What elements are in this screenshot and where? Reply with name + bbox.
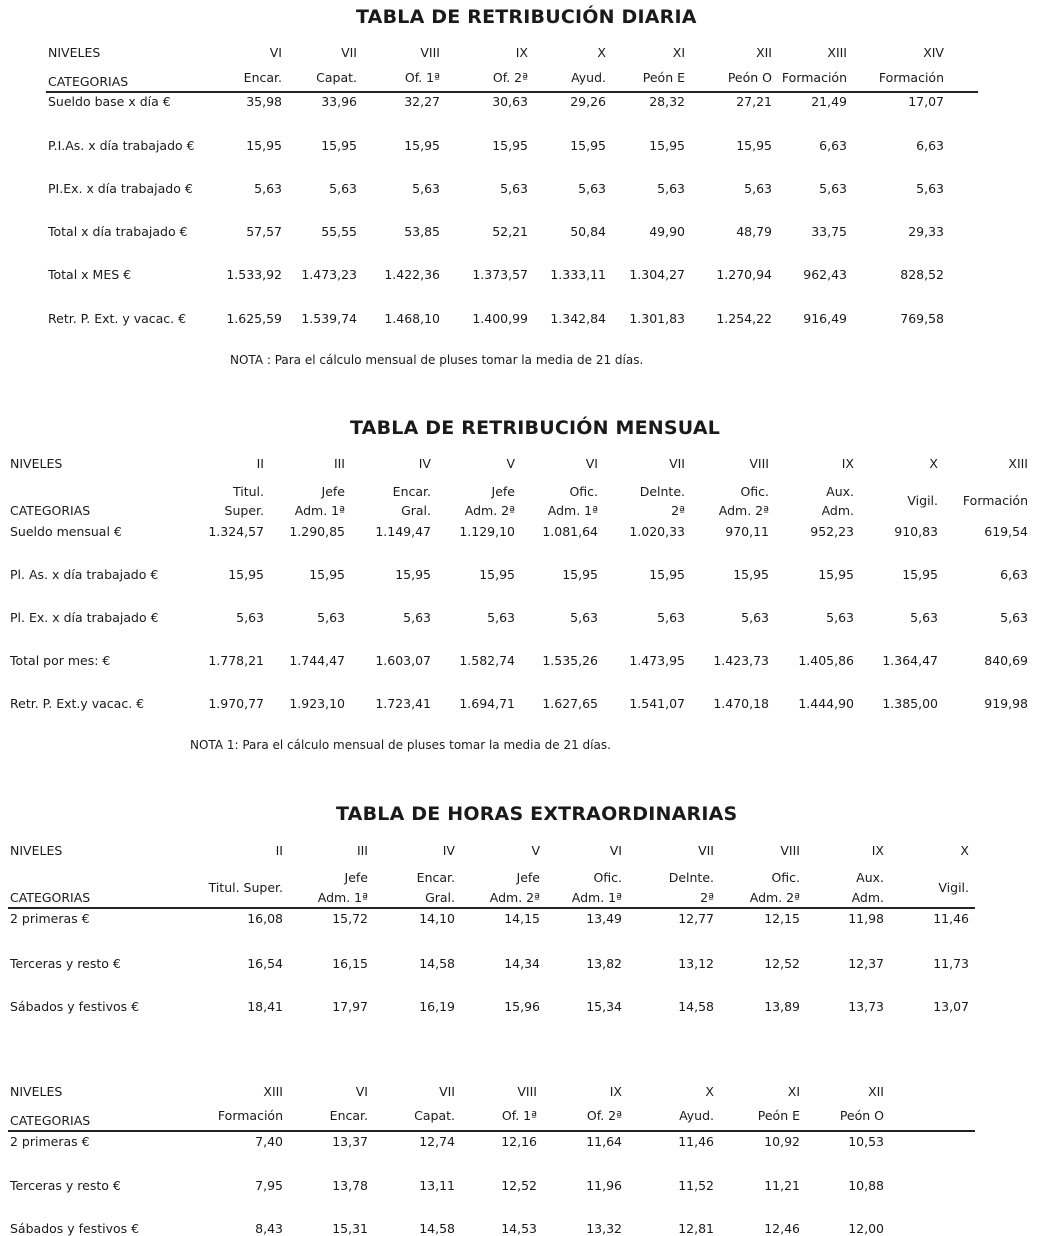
level-header: VII [439, 1084, 455, 1099]
category-header: Vigil. [907, 493, 938, 508]
table-cell: 15,95 [649, 138, 685, 153]
overtime-header-rule [8, 907, 975, 909]
level-header: VI [585, 456, 598, 471]
table-cell: 619,54 [984, 524, 1028, 539]
table-cell: 52,21 [492, 224, 528, 239]
category-header: Aux. [826, 484, 854, 499]
table-cell: 1.778,21 [208, 653, 264, 668]
overtime2-niveles-label: NIVELES [10, 1084, 63, 1099]
category-header: 2ª [700, 890, 714, 905]
monthly-categorias-label: CATEGORIAS [10, 503, 91, 518]
table-cell: 5,63 [819, 181, 847, 196]
table-cell: 11,73 [933, 956, 969, 971]
category-header: Gral. [425, 890, 455, 905]
row-label: Sueldo mensual € [10, 524, 122, 539]
row-label: Total x MES € [48, 267, 132, 282]
table-cell: 10,88 [848, 1178, 884, 1193]
table-cell: 15,95 [404, 138, 440, 153]
table-cell: 6,63 [916, 138, 944, 153]
category-header: Adm. 1ª [294, 503, 345, 518]
table-cell: 13,78 [332, 1178, 368, 1193]
category-header: 2ª [671, 503, 685, 518]
category-header: Delnte. [668, 870, 714, 885]
table-cell: 12,77 [678, 911, 714, 926]
monthly-niveles-label: NIVELES [10, 456, 63, 471]
table-cell: 1.301,83 [629, 311, 685, 326]
category-header: Adm. 2ª [464, 503, 515, 518]
table-cell: 7,95 [255, 1178, 283, 1193]
row-label: Retr. P. Ext. y vacac. € [48, 311, 187, 326]
table-cell: 11,64 [586, 1134, 622, 1149]
table-cell: 1.290,85 [289, 524, 345, 539]
table-cell: 30,63 [492, 94, 528, 109]
table-cell: 6,63 [1000, 567, 1028, 582]
row-label: Sábados y festivos € [10, 1221, 140, 1236]
table-cell: 13,07 [933, 999, 969, 1014]
table-cell: 5,63 [657, 610, 685, 625]
level-header: VI [355, 1084, 368, 1099]
category-header: Formación [878, 70, 944, 85]
daily-note: NOTA : Para el cálculo mensual de pluses tomar la media de 21 días. [230, 353, 644, 367]
table-cell: 15,95 [570, 138, 606, 153]
level-header: VII [698, 843, 714, 858]
level-header: VIII [517, 1084, 537, 1099]
table-cell: 8,43 [255, 1221, 283, 1236]
level-header: II [275, 843, 283, 858]
table-cell: 5,63 [744, 181, 772, 196]
level-header: XIII [1008, 456, 1028, 471]
table-cell: 13,73 [848, 999, 884, 1014]
category-header: Formación [781, 70, 847, 85]
table-cell: 12,81 [678, 1221, 714, 1236]
level-header: II [256, 456, 264, 471]
table-cell: 12,00 [848, 1221, 884, 1236]
table-cell: 1.254,22 [716, 311, 772, 326]
category-header: Peón O [727, 70, 772, 85]
overtime-categorias-label: CATEGORIAS [10, 890, 91, 905]
category-header: Titul. Super. [208, 880, 283, 895]
level-header: VI [609, 843, 622, 858]
table-cell: 12,52 [764, 956, 800, 971]
category-header: Of. 1ª [404, 70, 440, 85]
category-header: Delnte. [639, 484, 685, 499]
table-cell: 1.324,57 [208, 524, 264, 539]
table-cell: 49,90 [649, 224, 685, 239]
category-header: Encar. [392, 484, 431, 499]
table-cell: 5,63 [910, 610, 938, 625]
level-header: X [960, 843, 969, 858]
table-cell: 17,97 [332, 999, 368, 1014]
table-cell: 5,63 [741, 610, 769, 625]
table-cell: 13,82 [586, 956, 622, 971]
table-cell: 14,15 [504, 911, 540, 926]
row-label: 2 primeras € [10, 911, 90, 926]
table-cell: 13,11 [419, 1178, 455, 1193]
table-cell: 15,95 [395, 567, 431, 582]
table-cell: 57,57 [246, 224, 282, 239]
table-cell: 5,63 [412, 181, 440, 196]
overtime-title: TABLA DE HORAS EXTRAORDINARIAS [336, 803, 738, 825]
table-cell: 15,95 [246, 138, 282, 153]
table-cell: 1.373,57 [472, 267, 528, 282]
table-cell: 1.539,74 [301, 311, 357, 326]
category-header: Formación [962, 493, 1028, 508]
table-cell: 1.603,07 [375, 653, 431, 668]
level-header: III [356, 843, 368, 858]
table-cell: 12,52 [501, 1178, 537, 1193]
table-cell: 5,63 [570, 610, 598, 625]
row-label: Pl. Ex. x día trabajado € [10, 610, 159, 625]
table-cell: 14,10 [419, 911, 455, 926]
table-cell: 13,37 [332, 1134, 368, 1149]
category-header: Jefe [516, 870, 540, 885]
table-cell: 5,63 [254, 181, 282, 196]
table-cell: 910,83 [894, 524, 938, 539]
category-header: Ayud. [571, 70, 606, 85]
table-cell: 919,98 [984, 696, 1028, 711]
row-label: Terceras y resto € [10, 1178, 121, 1193]
table-cell: 15,95 [321, 138, 357, 153]
table-cell: 970,11 [725, 524, 769, 539]
table-cell: 5,63 [487, 610, 515, 625]
table-cell: 14,34 [504, 956, 540, 971]
table-cell: 29,33 [908, 224, 944, 239]
table-cell: 1.625,59 [226, 311, 282, 326]
daily-header-rule [46, 91, 978, 93]
category-header: Encar. [329, 1108, 368, 1123]
table-cell: 5,63 [317, 610, 345, 625]
category-header: Of. 1ª [501, 1108, 537, 1123]
category-header: Of. 2ª [492, 70, 528, 85]
category-header: Adm. 2ª [489, 890, 540, 905]
table-cell: 1.533,92 [226, 267, 282, 282]
table-cell: 1.627,65 [542, 696, 598, 711]
category-header: Ayud. [679, 1108, 714, 1123]
table-cell: 7,40 [255, 1134, 283, 1149]
table-cell: 50,84 [570, 224, 606, 239]
table-cell: 5,63 [1000, 610, 1028, 625]
table-cell: 15,72 [332, 911, 368, 926]
level-header: VII [669, 456, 685, 471]
category-header: Adm. 1ª [571, 890, 622, 905]
category-header: Ofic. [740, 484, 769, 499]
table-cell: 16,19 [419, 999, 455, 1014]
table-cell: 1.473,23 [301, 267, 357, 282]
table-cell: 1.423,73 [713, 653, 769, 668]
table-cell: 16,08 [247, 911, 283, 926]
level-header: IX [841, 456, 854, 471]
table-cell: 15,34 [586, 999, 622, 1014]
overtime2-categorias-label: CATEGORIAS [10, 1113, 91, 1128]
table-cell: 12,15 [764, 911, 800, 926]
table-cell: 1.270,94 [716, 267, 772, 282]
category-header: Capat. [316, 70, 357, 85]
category-header: Aux. [856, 870, 884, 885]
level-header: XII [868, 1084, 884, 1099]
level-header: X [705, 1084, 714, 1099]
table-cell: 29,26 [570, 94, 606, 109]
table-cell: 916,49 [803, 311, 847, 326]
table-cell: 15,95 [649, 567, 685, 582]
table-cell: 1.342,84 [550, 311, 606, 326]
table-cell: 15,31 [332, 1221, 368, 1236]
category-header: Titul. [233, 484, 264, 499]
row-label: 2 primeras € [10, 1134, 90, 1149]
row-label: Sueldo base x día € [48, 94, 171, 109]
table-cell: 33,75 [811, 224, 847, 239]
category-header: Of. 2ª [586, 1108, 622, 1123]
category-header: Adm. 2ª [749, 890, 800, 905]
table-cell: 32,27 [404, 94, 440, 109]
table-cell: 1.541,07 [629, 696, 685, 711]
table-cell: 15,95 [228, 567, 264, 582]
row-label: Total por mes: € [10, 653, 111, 668]
table-cell: 13,89 [764, 999, 800, 1014]
category-header: Jefe [344, 870, 368, 885]
table-cell: 1.744,47 [289, 653, 345, 668]
table-cell: 15,96 [504, 999, 540, 1014]
category-header: Capat. [414, 1108, 455, 1123]
table-cell: 11,46 [678, 1134, 714, 1149]
category-header: Peón E [757, 1108, 800, 1123]
table-cell: 1.473,95 [629, 653, 685, 668]
daily-title: TABLA DE RETRIBUCIÓN DIARIA [356, 6, 697, 28]
category-header: Peón O [839, 1108, 884, 1123]
table-cell: 10,92 [764, 1134, 800, 1149]
table-cell: 1.470,18 [713, 696, 769, 711]
row-label: P.I.As. x día trabajado € [48, 138, 195, 153]
category-header: Adm. 1ª [547, 503, 598, 518]
row-label: Pl. As. x día trabajado € [10, 567, 159, 582]
table-cell: 1.149,47 [375, 524, 431, 539]
table-cell: 11,21 [764, 1178, 800, 1193]
monthly-title: TABLA DE RETRIBUCIÓN MENSUAL [350, 417, 721, 439]
level-header: VI [269, 45, 282, 60]
category-header: Peón E [642, 70, 685, 85]
table-cell: 1.405,86 [798, 653, 854, 668]
table-cell: 828,52 [900, 267, 944, 282]
category-header: Super. [224, 503, 264, 518]
daily-niveles-label: NIVELES [48, 45, 101, 60]
table-cell: 1.364,47 [882, 653, 938, 668]
table-cell: 5,63 [329, 181, 357, 196]
table-cell: 1.385,00 [882, 696, 938, 711]
table-cell: 952,23 [810, 524, 854, 539]
table-cell: 14,58 [419, 1221, 455, 1236]
table-cell: 6,63 [819, 138, 847, 153]
table-cell: 15,95 [479, 567, 515, 582]
level-header: IX [609, 1084, 622, 1099]
category-header: Adm. 2ª [718, 503, 769, 518]
table-cell: 1.923,10 [289, 696, 345, 711]
category-header: Gral. [401, 503, 431, 518]
table-cell: 1.444,90 [798, 696, 854, 711]
category-header: Adm. [821, 503, 854, 518]
table-cell: 1.129,10 [459, 524, 515, 539]
table-cell: 14,58 [678, 999, 714, 1014]
table-cell: 1.694,71 [459, 696, 515, 711]
table-cell: 1.468,10 [384, 311, 440, 326]
table-cell: 1.333,11 [550, 267, 606, 282]
table-cell: 769,58 [900, 311, 944, 326]
table-cell: 5,63 [403, 610, 431, 625]
category-header: Jefe [321, 484, 345, 499]
table-cell: 13,49 [586, 911, 622, 926]
category-header: Encar. [416, 870, 455, 885]
table-cell: 1.081,64 [542, 524, 598, 539]
monthly-note: NOTA 1: Para el cálculo mensual de pluses tomar la media de 21 días. [190, 738, 611, 752]
category-header: Adm. [851, 890, 884, 905]
table-cell: 1.400,99 [472, 311, 528, 326]
table-cell: 1.535,26 [542, 653, 598, 668]
table-cell: 5,63 [578, 181, 606, 196]
category-header: Encar. [243, 70, 282, 85]
table-cell: 55,55 [321, 224, 357, 239]
table-cell: 5,63 [916, 181, 944, 196]
level-header: XIII [263, 1084, 283, 1099]
table-cell: 11,52 [678, 1178, 714, 1193]
table-cell: 1.970,77 [208, 696, 264, 711]
table-cell: 5,63 [236, 610, 264, 625]
table-cell: 1.723,41 [375, 696, 431, 711]
table-cell: 1.422,36 [384, 267, 440, 282]
table-cell: 53,85 [404, 224, 440, 239]
level-header: III [333, 456, 345, 471]
table-cell: 15,95 [818, 567, 854, 582]
level-header: IV [418, 456, 431, 471]
level-header: IX [515, 45, 528, 60]
level-header: XII [756, 45, 772, 60]
level-header: XIV [923, 45, 944, 60]
category-header: Formación [217, 1108, 283, 1123]
table-cell: 5,63 [500, 181, 528, 196]
table-cell: 15,95 [309, 567, 345, 582]
level-header: IV [442, 843, 455, 858]
row-label: Retr. P. Ext.y vacac. € [10, 696, 145, 711]
level-header: X [929, 456, 938, 471]
row-label: Terceras y resto € [10, 956, 121, 971]
table-cell: 12,37 [848, 956, 884, 971]
daily-categorias-label: CATEGORIAS [48, 74, 129, 89]
table-cell: 15,95 [733, 567, 769, 582]
table-cell: 11,46 [933, 911, 969, 926]
table-cell: 27,21 [736, 94, 772, 109]
table-cell: 13,12 [678, 956, 714, 971]
level-header: XIII [827, 45, 847, 60]
row-label: PI.Ex. x día trabajado € [48, 181, 193, 196]
table-cell: 33,96 [321, 94, 357, 109]
overtime2-header-rule [8, 1130, 975, 1132]
table-cell: 18,41 [247, 999, 283, 1014]
table-cell: 1.582,74 [459, 653, 515, 668]
category-header: Jefe [491, 484, 515, 499]
category-header: Adm. 1ª [317, 890, 368, 905]
table-cell: 21,49 [811, 94, 847, 109]
level-header: X [597, 45, 606, 60]
table-cell: 28,32 [649, 94, 685, 109]
table-cell: 48,79 [736, 224, 772, 239]
level-header: IX [871, 843, 884, 858]
table-cell: 840,69 [984, 653, 1028, 668]
level-header: XI [787, 1084, 800, 1099]
table-cell: 12,16 [501, 1134, 537, 1149]
table-cell: 11,98 [848, 911, 884, 926]
table-cell: 15,95 [902, 567, 938, 582]
level-header: XI [672, 45, 685, 60]
level-header: V [531, 843, 540, 858]
table-cell: 16,54 [247, 956, 283, 971]
overtime-niveles-label: NIVELES [10, 843, 63, 858]
category-header: Ofic. [771, 870, 800, 885]
level-header: V [506, 456, 515, 471]
table-cell: 12,74 [419, 1134, 455, 1149]
table-cell: 17,07 [908, 94, 944, 109]
table-cell: 1.304,27 [629, 267, 685, 282]
table-cell: 14,58 [419, 956, 455, 971]
level-header: VII [341, 45, 357, 60]
category-header: Ofic. [593, 870, 622, 885]
table-cell: 11,96 [586, 1178, 622, 1193]
row-label: Sábados y festivos € [10, 999, 140, 1014]
level-header: VIII [780, 843, 800, 858]
table-cell: 5,63 [826, 610, 854, 625]
table-cell: 16,15 [332, 956, 368, 971]
level-header: VIII [420, 45, 440, 60]
row-label: Total x día trabajado € [48, 224, 188, 239]
table-cell: 10,53 [848, 1134, 884, 1149]
table-cell: 12,46 [764, 1221, 800, 1236]
table-cell: 35,98 [246, 94, 282, 109]
table-cell: 15,95 [736, 138, 772, 153]
level-header: VIII [749, 456, 769, 471]
table-cell: 14,53 [501, 1221, 537, 1236]
table-cell: 15,95 [562, 567, 598, 582]
table-cell: 1.020,33 [629, 524, 685, 539]
table-cell: 5,63 [657, 181, 685, 196]
category-header: Vigil. [938, 880, 969, 895]
category-header: Ofic. [569, 484, 598, 499]
table-cell: 15,95 [492, 138, 528, 153]
table-cell: 962,43 [803, 267, 847, 282]
table-cell: 13,32 [586, 1221, 622, 1236]
